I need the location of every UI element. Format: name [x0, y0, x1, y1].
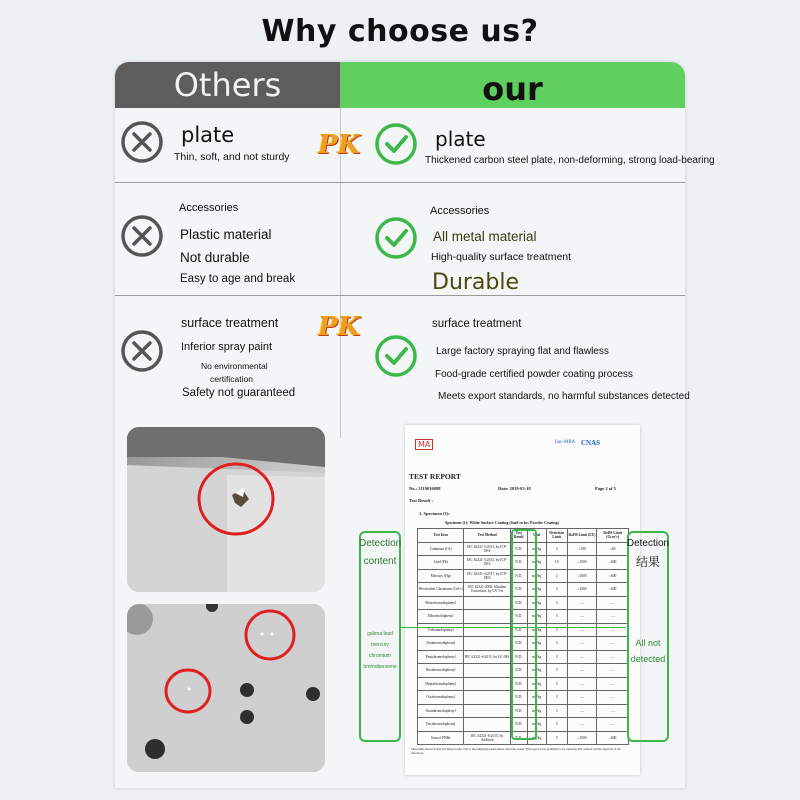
- report-cell: mg/kg: [527, 691, 546, 705]
- report-cell: mg/kg: [527, 623, 546, 637]
- report-cell: Dibromobiphenyl: [418, 610, 464, 624]
- element-label: bromobenzene: [363, 664, 397, 670]
- report-cell: mg/kg: [527, 542, 546, 556]
- others-row3-line: Safety not guaranteed: [182, 387, 296, 399]
- report-cell: [464, 637, 510, 651]
- report-cell: 5: [546, 677, 567, 691]
- ours-header: our: [340, 62, 685, 108]
- report-cell: ≤600: [597, 569, 629, 583]
- report-cell: ≤100: [567, 542, 597, 556]
- report-cell: mg/kg: [527, 731, 546, 745]
- holes-panel-photo: [127, 604, 325, 772]
- ours-row3-line: Meets export standards, no harmful substances detected: [438, 391, 690, 402]
- report-result-label: Test Result :: [409, 498, 433, 503]
- report-cell: mg/kg: [527, 704, 546, 718]
- report-cell: —: [597, 596, 629, 610]
- report-cell: —: [567, 691, 597, 705]
- report-cell: [464, 691, 510, 705]
- check-icon: [374, 122, 418, 166]
- connector-line: [401, 627, 626, 628]
- row-divider: [115, 182, 685, 183]
- row-divider: [115, 295, 685, 296]
- report-header-cell: RoHS Limit (Gcov's): [597, 529, 629, 543]
- report-cell: 10: [546, 556, 567, 570]
- report-cell: ≤1000: [567, 731, 597, 745]
- report-cell: [464, 704, 510, 718]
- ours-row3-heading: surface treatment: [432, 318, 522, 330]
- report-cell: mg/kg: [527, 583, 546, 597]
- report-cell: N.D.: [510, 583, 527, 597]
- report-cell: —: [567, 610, 597, 624]
- report-footnote: The results shown in this Test Report refer only to the sample(s) tested unless otherwise stated. This report is not permitted to be copied in full, without written approval of the laboratory.: [411, 747, 621, 755]
- report-cell: 5: [546, 542, 567, 556]
- chipped-paint-photo: [127, 427, 325, 592]
- specimen-label: 1. Specimen (1):: [419, 511, 450, 516]
- report-cell: Pentabromobiphenyl: [418, 650, 464, 664]
- report-cell: [464, 596, 510, 610]
- report-cell: mg/kg: [527, 677, 546, 691]
- report-header-cell: Test Result: [510, 529, 527, 543]
- report-cell: 5: [546, 623, 567, 637]
- report-cell: 5: [546, 596, 567, 610]
- report-cell: IEC 62321-6:2015, by GC-MS: [464, 650, 510, 664]
- page-title: Why choose us?: [261, 14, 539, 49]
- report-cell: N.D.: [510, 731, 527, 745]
- report-cell: —: [567, 704, 597, 718]
- report-cell: [464, 718, 510, 732]
- report-cell: —: [567, 677, 597, 691]
- test-result-box: [511, 529, 537, 740]
- report-cell: Hexavalent Chromium (Cr6+): [418, 583, 464, 597]
- report-cell: 5: [546, 704, 567, 718]
- report-cell: 5: [546, 610, 567, 624]
- detection-content-label: Detection: [359, 538, 402, 549]
- report-cell: N.D.: [510, 569, 527, 583]
- report-cell: mg/kg: [527, 718, 546, 732]
- report-cell: N.D.: [510, 718, 527, 732]
- cross-icon: [120, 329, 164, 373]
- report-cell: [464, 664, 510, 678]
- report-cell: Heptabromobiphenyl: [418, 677, 464, 691]
- report-cell: mg/kg: [527, 569, 546, 583]
- report-cell: Tetrabromobiphenyl: [418, 637, 464, 651]
- detection-content-label: content: [363, 556, 397, 567]
- report-cell: —: [597, 610, 629, 624]
- report-cell: N.D.: [510, 650, 527, 664]
- report-cell: N.D.: [510, 664, 527, 678]
- report-cell: N.D.: [510, 542, 527, 556]
- report-cell: Nonabromobiphenyl: [418, 704, 464, 718]
- report-cell: Mercury (Hg): [418, 569, 464, 583]
- report-cell: ≤1000: [567, 556, 597, 570]
- report-cell: mg/kg: [527, 556, 546, 570]
- report-header-cell: Unit: [527, 529, 546, 543]
- report-cell: Hexabromobiphenyl: [418, 664, 464, 678]
- report-cell: ≤60: [597, 542, 629, 556]
- report-cell: 5: [546, 650, 567, 664]
- report-cell: —: [567, 664, 597, 678]
- report-cell: —: [597, 664, 629, 678]
- report-cell: Lead (Pb): [418, 556, 464, 570]
- report-cell: —: [567, 623, 597, 637]
- ours-row3-line: Food-grade certified powder coating process: [435, 369, 633, 380]
- ours-row2-line: All metal material: [433, 229, 537, 244]
- others-row3-line: Inferior spray paint: [181, 341, 273, 353]
- report-cell: N.D.: [510, 677, 527, 691]
- report-cell: Cadmium (Cd): [418, 542, 464, 556]
- report-header-cell: Test Item: [418, 529, 464, 543]
- report-cell: mg/kg: [527, 664, 546, 678]
- report-header-cell: Detection Limit: [546, 529, 567, 543]
- report-cell: N.D.: [510, 623, 527, 637]
- others-row3-line: No environmental: [201, 361, 268, 371]
- report-cell: N.D.: [510, 637, 527, 651]
- ours-row1-heading: plate: [435, 127, 486, 151]
- element-label: mercury: [370, 642, 390, 648]
- report-cell: 5: [546, 718, 567, 732]
- report-cell: —: [567, 637, 597, 651]
- detection-right-cn: 结果: [635, 555, 660, 569]
- report-cell: 5: [546, 691, 567, 705]
- report-cell: Tribromobiphenyl: [418, 623, 464, 637]
- ma-logo: MA: [415, 439, 433, 450]
- report-cell: ≤600: [597, 583, 629, 597]
- pk-badge: PK: [318, 312, 361, 342]
- report-cell: —: [567, 650, 597, 664]
- report-cell: —: [597, 623, 629, 637]
- report-cell: —: [597, 718, 629, 732]
- report-cell: [464, 623, 510, 637]
- ours-row1-line: Thickened carbon steel plate, non-deforming, strong load-bearing: [425, 155, 715, 166]
- report-cell: —: [567, 596, 597, 610]
- others-row3-heading: surface treatment: [181, 316, 279, 330]
- pk-badge: PK: [318, 130, 361, 160]
- report-cell: ≤1000: [567, 569, 597, 583]
- report-cell: ≤1000: [567, 583, 597, 597]
- report-cell: N.D.: [510, 556, 527, 570]
- report-cell: —: [597, 691, 629, 705]
- element-label: chromium: [369, 653, 391, 659]
- detection-right-label: Detection: [626, 538, 670, 549]
- report-cell: Octabromobiphenyl: [418, 691, 464, 705]
- cross-icon: [120, 120, 164, 164]
- report-cell: N.D.: [510, 691, 527, 705]
- others-row2-line: Plastic material: [180, 227, 272, 242]
- report-cell: Sum of PBBs: [418, 731, 464, 745]
- ours-row2-heading: Accessories: [430, 205, 490, 217]
- report-cell: IEC 62321-4:2017, by ICP-OES: [464, 569, 510, 583]
- others-header: Others: [115, 62, 340, 108]
- report-cell: mg/kg: [527, 610, 546, 624]
- report-cell: —: [597, 650, 629, 664]
- check-icon: [374, 334, 418, 378]
- not-detected-label: detected: [630, 654, 666, 664]
- cnas-logo: CNAS: [581, 439, 601, 447]
- ours-row2-highlight: Durable: [432, 270, 520, 295]
- report-cell: N.D.: [510, 596, 527, 610]
- ilac-logo: ilac-MRA: [555, 440, 576, 445]
- others-row1-heading: plate: [181, 123, 235, 147]
- report-cell: IEC 62321-5:2013, by ICP-OES: [464, 556, 510, 570]
- report-cell: Monobromobiphenyl: [418, 596, 464, 610]
- report-date: Date: 2019-03-18: [498, 486, 531, 491]
- report-cell: —: [597, 704, 629, 718]
- report-cell: N.D.: [510, 610, 527, 624]
- others-row2-line: Not durable: [180, 250, 250, 265]
- report-cell: [464, 610, 510, 624]
- report-header-cell: Test Method: [464, 529, 510, 543]
- check-icon: [374, 216, 418, 260]
- report-cell: mg/kg: [527, 650, 546, 664]
- report-cell: 5: [546, 583, 567, 597]
- report-page: Page 2 of 5: [595, 486, 616, 491]
- report-cell: IEC 62321:2008, Alkaline Extraction, by UV-Vis: [464, 583, 510, 597]
- report-number: No.: 2119016098: [409, 486, 441, 491]
- report-cell: —: [597, 677, 629, 691]
- cross-icon: [120, 214, 164, 258]
- others-row1-line: Thin, soft, and not sturdy: [174, 151, 290, 163]
- report-cell: —: [597, 637, 629, 651]
- report-cell: mg/kg: [527, 637, 546, 651]
- report-header-cell: RoHS Limit (EU): [567, 529, 597, 543]
- report-cell: mg/kg: [527, 596, 546, 610]
- report-cell: 5: [546, 664, 567, 678]
- report-cell: 5: [546, 637, 567, 651]
- report-cell: ≤600: [597, 556, 629, 570]
- ours-row2-line: High-quality surface treatment: [431, 251, 572, 263]
- report-cell: [464, 677, 510, 691]
- report-cell: 5: [546, 731, 567, 745]
- report-cell: 2: [546, 569, 567, 583]
- report-cell: Decabromobiphenyl: [418, 718, 464, 732]
- not-detected-label: All not: [635, 638, 661, 648]
- report-title: TEST REPORT: [409, 472, 461, 481]
- report-cell: —: [567, 718, 597, 732]
- others-row3-line: certification: [210, 374, 253, 384]
- ours-row3-line: Large factory spraying flat and flawless: [436, 346, 609, 357]
- element-label: galena lead: [367, 631, 393, 637]
- report-cell: ≤600: [597, 731, 629, 745]
- report-cell: IEC 62321-5:2013, by ICP-OES: [464, 542, 510, 556]
- others-row2-heading: Accessories: [179, 202, 239, 214]
- specimen-desc: Specimen (1): White Surface Coating (Said to be: Powder Coating): [445, 520, 559, 525]
- report-cell: IEC 62321-6:2015, by Addition: [464, 731, 510, 745]
- others-row2-line: Easy to age and break: [180, 273, 296, 285]
- report-cell: N.D.: [510, 704, 527, 718]
